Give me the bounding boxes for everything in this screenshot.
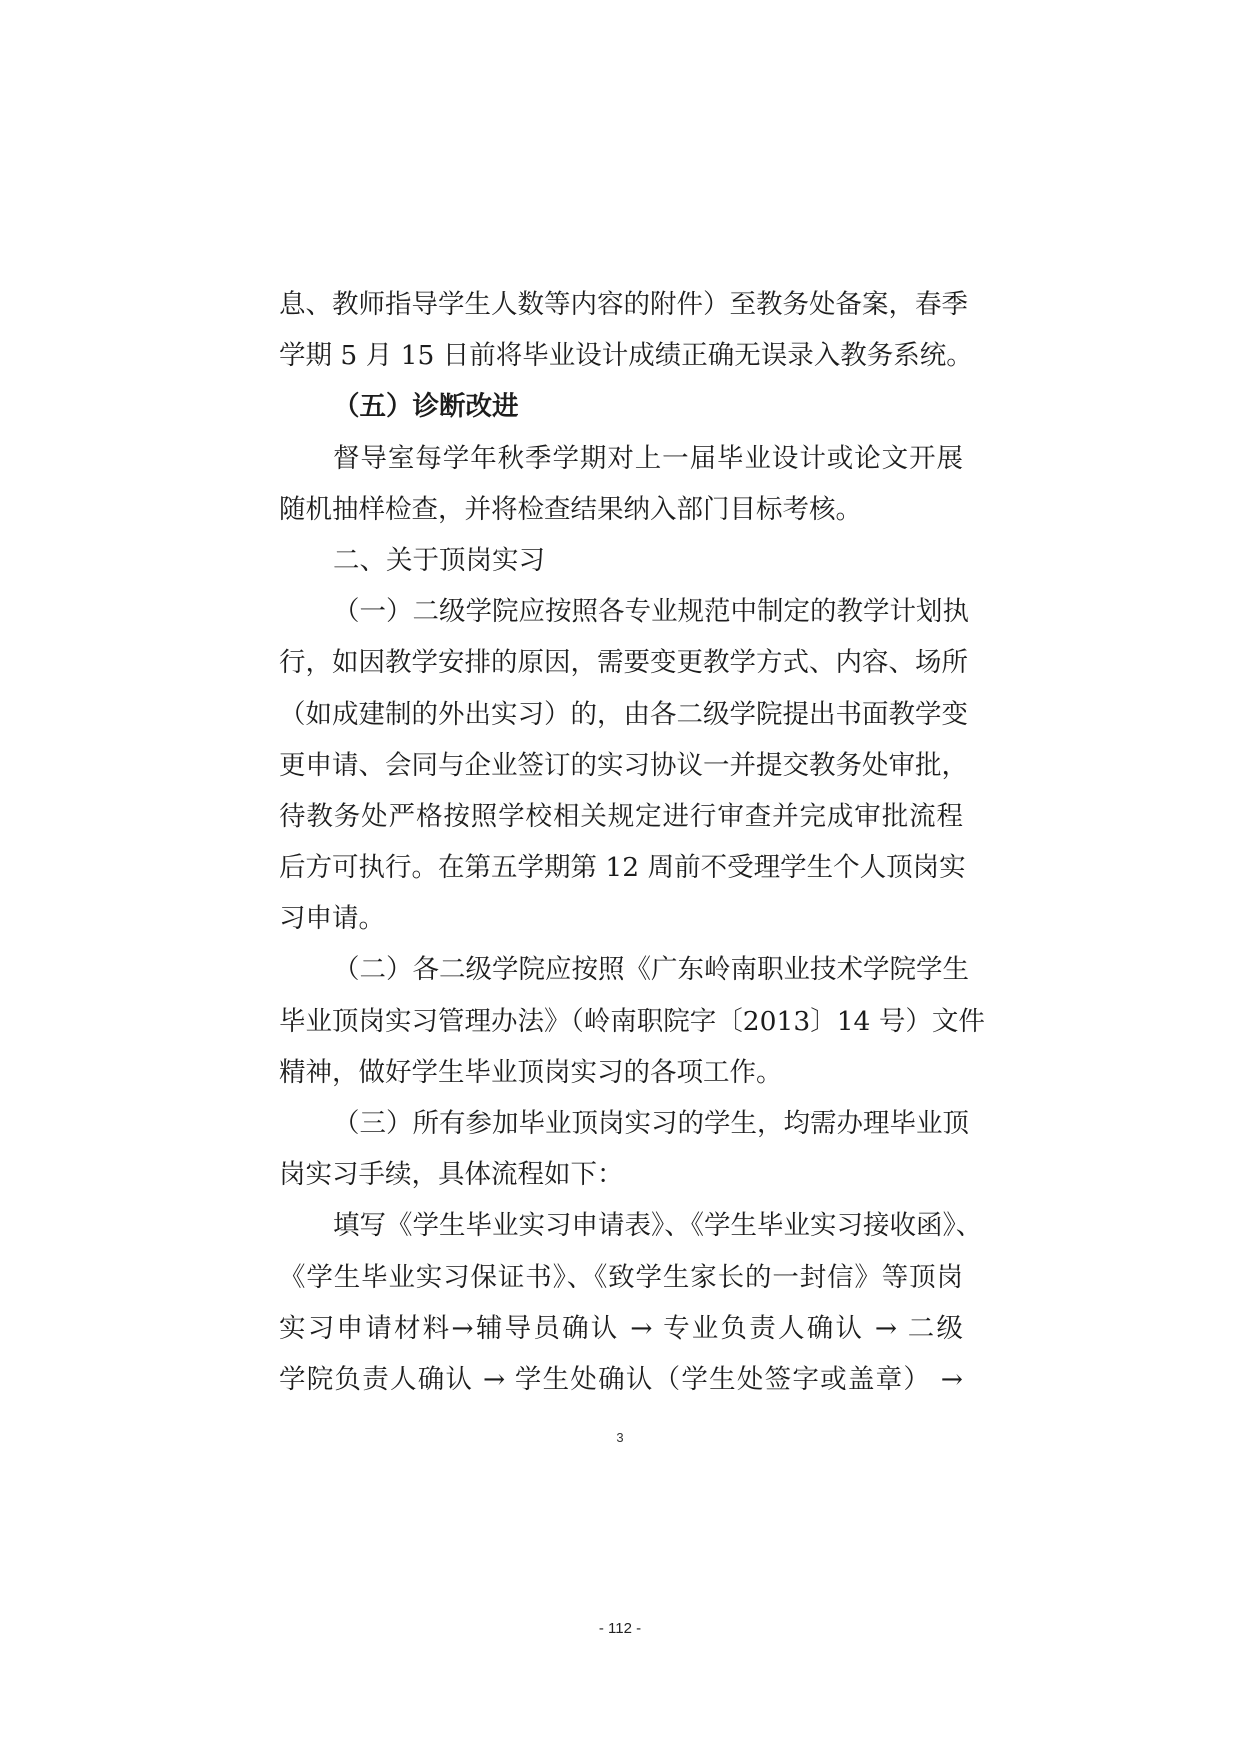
text-line: 实习申请材料→辅导员确认 → 专业负责人确认 → 二级: [279, 1312, 963, 1344]
section-heading: （五）诊断改进: [333, 391, 519, 423]
text-line: 随机抽样检查，并将检查结果纳入部门目标考核。: [279, 493, 862, 525]
text-line: 行，如因教学安排的原因，需要变更教学方式、内容、场所: [279, 647, 968, 679]
text-line: 精神，做好学生毕业顶岗实习的各项工作。: [279, 1056, 783, 1088]
text-line: （三）所有参加毕业顶岗实习的学生，均需办理毕业顶: [333, 1108, 969, 1139]
text-line: 待教务处严格按照学校相关规定进行审查并完成审批流程: [279, 800, 963, 832]
section-heading: 二、关于顶岗实习: [333, 544, 545, 576]
text-line: 习申请。: [279, 903, 385, 935]
text-line: （二）各二级学院应按照《广东岭南职业技术学院学生: [333, 954, 969, 986]
text-line: 学期 5 月 15 日前将毕业设计成绩正确无误录入教务系统。: [279, 340, 973, 372]
text-line: 息、教师指导学生人数等内容的附件）至教务处备案，春季: [279, 289, 968, 320]
text-line: 学院负责人确认 → 学生处确认（学生处签字或盖章） →: [279, 1363, 963, 1395]
text-line: 毕业顶岗实习管理办法》（岭南职院字〔2013〕14 号）文件: [279, 1005, 985, 1037]
outer-page-number: - 112 -: [598, 1620, 642, 1637]
text-line: （一）二级学院应按照各专业规范中制定的教学计划执: [333, 596, 969, 628]
text-line: 更申请、会同与企业签订的实习协议一并提交教务处审批，: [279, 749, 968, 781]
text-line: 填写《学生毕业实习申请表》、《学生毕业实习接收函》、: [333, 1210, 983, 1242]
document-body: [279, 279, 985, 1405]
text-line: 督导室每学年秋季学期对上一届毕业设计或论文开展: [333, 442, 963, 474]
inner-page-number: 3: [616, 1430, 624, 1445]
text-line: 后方可执行。在第五学期第 12 周前不受理学生个人顶岗实: [279, 852, 966, 884]
text-line: 岗实习手续，具体流程如下：: [279, 1159, 624, 1191]
text-line: 《学生毕业实习保证书》、《致学生家长的一封信》等顶岗: [279, 1261, 963, 1293]
text-line: （如成建制的外出实习）的，由各二级学院提出书面教学变: [279, 698, 968, 730]
